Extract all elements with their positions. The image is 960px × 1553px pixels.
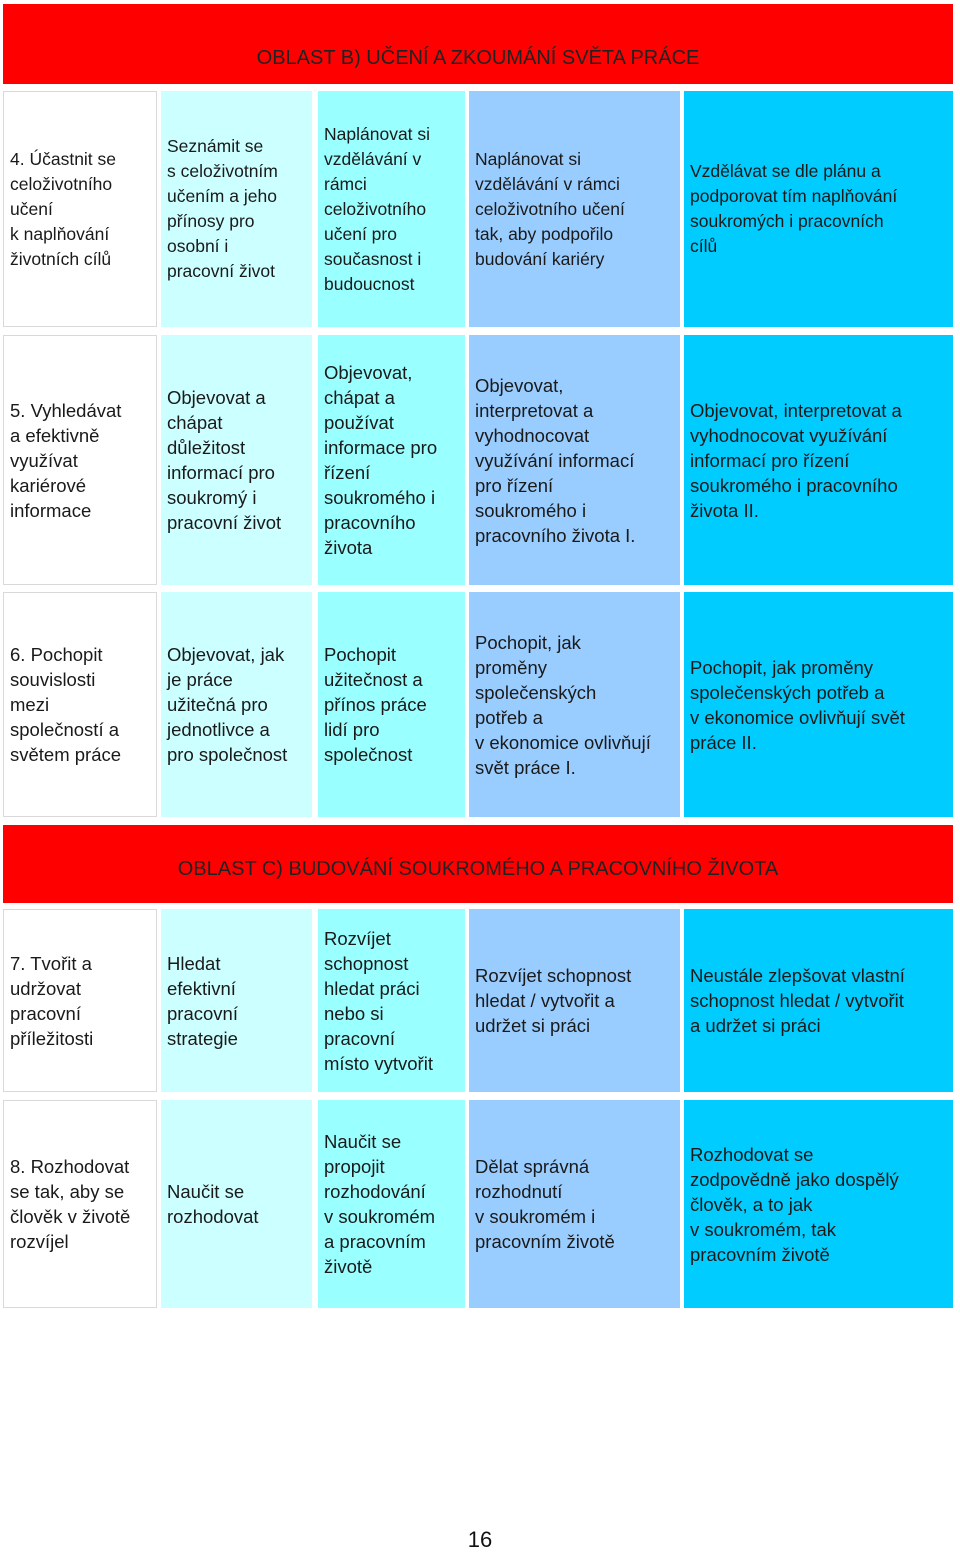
level-3-cell — [469, 592, 680, 817]
cell-text: Naplánovat si vzdělávání v rámci celoživotního učení tak, aby podpořilo budování kariéry — [475, 148, 625, 269]
level-1-cell — [161, 1100, 312, 1308]
level-1-cell — [161, 592, 312, 817]
cell-text: Objevovat, jak je práce užitečná pro jednotlivce a pro společnost — [167, 644, 288, 765]
competence-cell — [3, 592, 157, 817]
cell-text: 6. Pochopit souvislosti mezi společností a světem práce — [10, 644, 122, 765]
level-3-cell — [469, 91, 680, 327]
level-4-cell — [684, 909, 953, 1092]
cell-text: 8. Rozhodovat se tak, aby se člověk v životě rozvíjel — [10, 1156, 131, 1252]
section-c-title: OBLAST C) BUDOVÁNÍ SOUKROMÉHO A PRACOVNÍHO ŽIVOTA — [177, 858, 779, 880]
level-1-cell — [161, 909, 312, 1092]
cell-text: 5. Vyhledávat a efektivně využívat kariérové informace — [10, 399, 122, 521]
level-4-cell — [684, 1100, 953, 1308]
cell-text: Seznámit se s celoživotním učením a jeho přínosy pro osobní i pracovní život — [167, 136, 278, 281]
cell-text: Rozvíjet schopnost hledat práci nebo si pracovní místo vytvořit — [324, 927, 433, 1074]
page-number: 16 — [467, 1527, 493, 1552]
cell-text: Naplánovat si vzdělávání v rámci celoživotního učení pro současnost i budoucnost — [324, 123, 431, 294]
cell-text: Pochopit, jak proměny společenských potřeb a v ekonomice ovlivňují svět práce I. — [475, 631, 651, 778]
cell-text: Neustále zlepšovat vlastní schopnost hledat / vytvořit a udržet si práci — [690, 965, 905, 1036]
cell-text: Pochopit užitečnost a přínos práce lidí pro společnost — [324, 644, 427, 765]
level-3-cell — [469, 1100, 680, 1308]
level-4-cell — [684, 335, 953, 585]
cell-text: Rozhodovat se zodpovědně jako dospělý člověk, a to jak v soukromém, tak pracovním životě — [690, 1143, 899, 1265]
level-4-cell — [684, 91, 953, 327]
level-3-cell — [469, 909, 680, 1092]
level-2-cell — [318, 592, 465, 817]
cell-text: Objevovat, interpretovat a vyhodnocovat využívání informací pro řízení soukromého i pracovního života I. — [475, 374, 636, 546]
cell-text: Naučit se propojit rozhodování v soukromém a pracovním životě — [324, 1131, 436, 1277]
section-c-header — [3, 825, 953, 903]
cell-text: Naučit se rozhodovat — [167, 1181, 259, 1227]
cell-text: Hledat efektivní pracovní strategie — [167, 952, 238, 1049]
level-3-cell — [469, 335, 680, 585]
level-2-cell — [318, 335, 465, 585]
cell-text: Objevovat, chápat a používat informace pro řízení soukromého i pracovního života — [324, 362, 438, 558]
level-4-cell — [684, 592, 953, 817]
cell-text: Dělat správná rozhodnutí v soukromém i pracovním životě — [475, 1156, 615, 1252]
cell-text: Rozvíjet schopnost hledat / vytvořit a udržet si práci — [475, 965, 632, 1036]
competence-cell — [3, 335, 157, 585]
cell-text: Objevovat a chápat důležitost informací pro soukromý i pracovní život — [167, 387, 282, 533]
level-1-cell — [161, 335, 312, 585]
cell-text: Pochopit, jak proměny společenských potřeb a v ekonomice ovlivňují svět práce II. — [690, 656, 905, 753]
competence-cell — [3, 909, 157, 1092]
cell-text: 4. Účastnit se celoživotního učení k naplňování životních cílů — [10, 148, 117, 269]
level-1-cell — [161, 91, 312, 327]
cell-text: 7. Tvořit a udržovat pracovní příležitosti — [10, 952, 94, 1049]
level-2-cell — [318, 91, 465, 327]
level-2-cell — [318, 1100, 465, 1308]
competence-cell — [3, 91, 157, 327]
level-2-cell — [318, 909, 465, 1092]
cell-text: Vzdělávat se dle plánu a podporovat tím naplňování soukromých i pracovních cílů — [690, 161, 898, 256]
section-b-title: OBLAST B) UČENÍ A ZKOUMÁNÍ SVĚTA PRÁCE — [256, 47, 700, 69]
cell-text: Objevovat, interpretovat a vyhodnocovat využívání informací pro řízení soukromého i pracovního života II. — [690, 399, 902, 521]
competence-cell — [3, 1100, 157, 1308]
section-b-header — [3, 4, 953, 84]
